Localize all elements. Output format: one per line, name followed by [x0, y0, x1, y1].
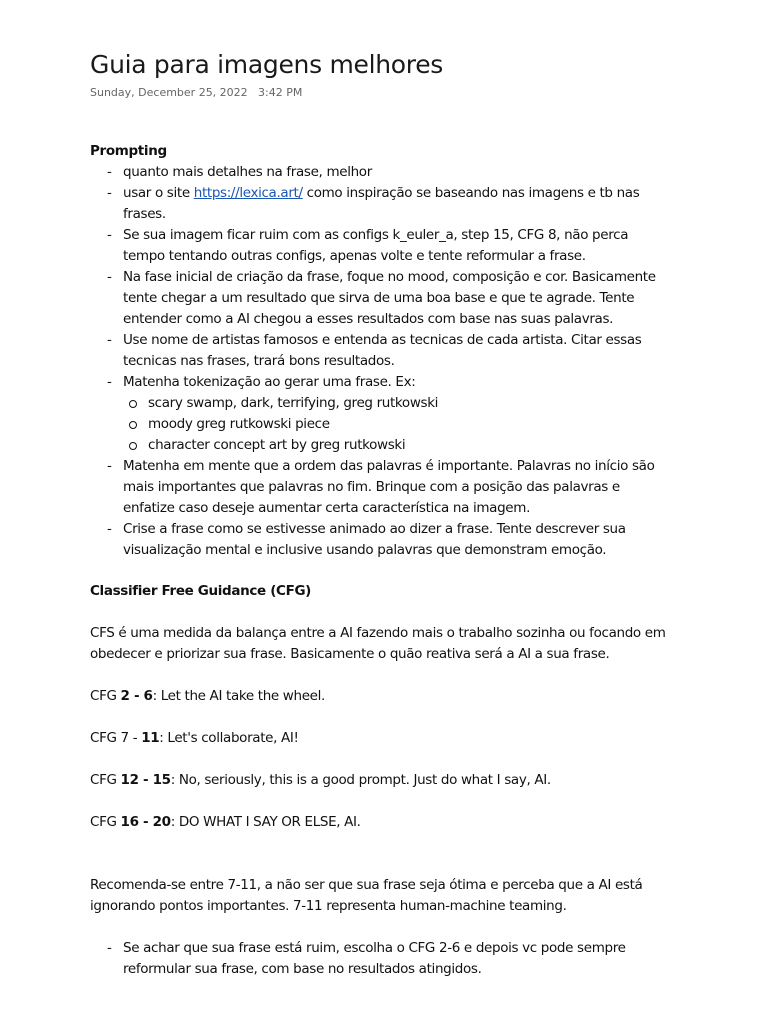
list-item: - usar o site https://lexica.art/ como inspiração se baseando nas imagens e tb nas frases.	[90, 183, 670, 225]
list-item: - Use nome de artistas famosos e entenda as tecnicas de cada artista. Citar essas tecnicas nas frases, trará bons resultados.	[90, 330, 670, 372]
list-item: - Se achar que sua frase está ruim, escolha o CFG 2-6 e depois vc pode sempre reformular sua frase, com base no resultados atingidos.	[90, 938, 670, 980]
cfg-level-3: CFG 12 - 15: No, seriously, this is a good prompt. Just do what I say, AI.	[90, 772, 551, 788]
lexica-link[interactable]: https://lexica.art/	[193, 185, 303, 201]
cfg-intro: CFS é uma medida da balança entre a AI fazendo mais o trabalho sozinha ou focando em obedecer e priorizar sua frase. Basicamente o quão reativa será a AI a sua frase.	[90, 625, 666, 662]
cfg-recommendation: Recomenda-se entre 7-11, a não ser que sua frase seja ótima e perceba que a AI está ignorando pontos importantes. 7-11 representa human-machine teaming.	[90, 877, 643, 914]
example-item: character concept art by greg rutkowski	[123, 435, 670, 456]
list-item: - Se sua imagem ficar ruim com as configs k_euler_a, step 15, CFG 8, não perca tempo tentando outras configs, apenas volte e tente reformular a frase.	[90, 225, 670, 267]
list-item: - Matenha tokenização ao gerar uma frase. Ex: scary swamp, dark, terrifying, greg rutkowski moody greg rutkowski piece character concept art by greg rutkowski	[90, 372, 670, 456]
note-time: 3:42 PM	[258, 86, 303, 99]
list-item: - Na fase inicial de criação da frase, foque no mood, composição e cor. Basicamente tente chegar a um resultado que sirva de uma boa base e que te agrade. Tente entender como a AI chegou a esses resultados com base nas suas palavras.	[90, 267, 670, 330]
list-item: - quanto mais detalhes na frase, melhor	[90, 162, 670, 183]
cfg-level-2: CFG 7 - 11: Let's collaborate, AI!	[90, 730, 299, 746]
note-body[interactable]	[90, 141, 670, 980]
cfg-level-4: CFG 16 - 20: DO WHAT I SAY OR ELSE, AI.	[90, 814, 361, 830]
list-item: - Matenha em mente que a ordem das palavras é importante. Palavras no início são mais importantes que palavras no fim. Brinque com a posição das palavras e enfatize caso deseje aumentar certa característica na imagem.	[90, 456, 670, 519]
cfg-heading: Classifier Free Guidance (CFG)	[90, 583, 311, 599]
page-title: Guia para imagens melhores	[90, 50, 444, 79]
prompting-list	[90, 162, 670, 561]
example-list	[123, 393, 670, 456]
list-item: - Crise a frase como se estivesse animado ao dizer a frase. Tente descrever sua visualização mental e inclusive usando palavras que demonstram emoção.	[90, 519, 670, 561]
example-item: scary swamp, dark, terrifying, greg rutkowski	[123, 393, 670, 414]
example-item: moody greg rutkowski piece	[123, 414, 670, 435]
cfg-level-1: CFG 2 - 6: Let the AI take the wheel.	[90, 688, 325, 704]
note-date: Sunday, December 25, 2022	[90, 86, 248, 99]
prompting-heading: Prompting	[90, 143, 167, 159]
cfg-tip-list	[90, 938, 670, 980]
